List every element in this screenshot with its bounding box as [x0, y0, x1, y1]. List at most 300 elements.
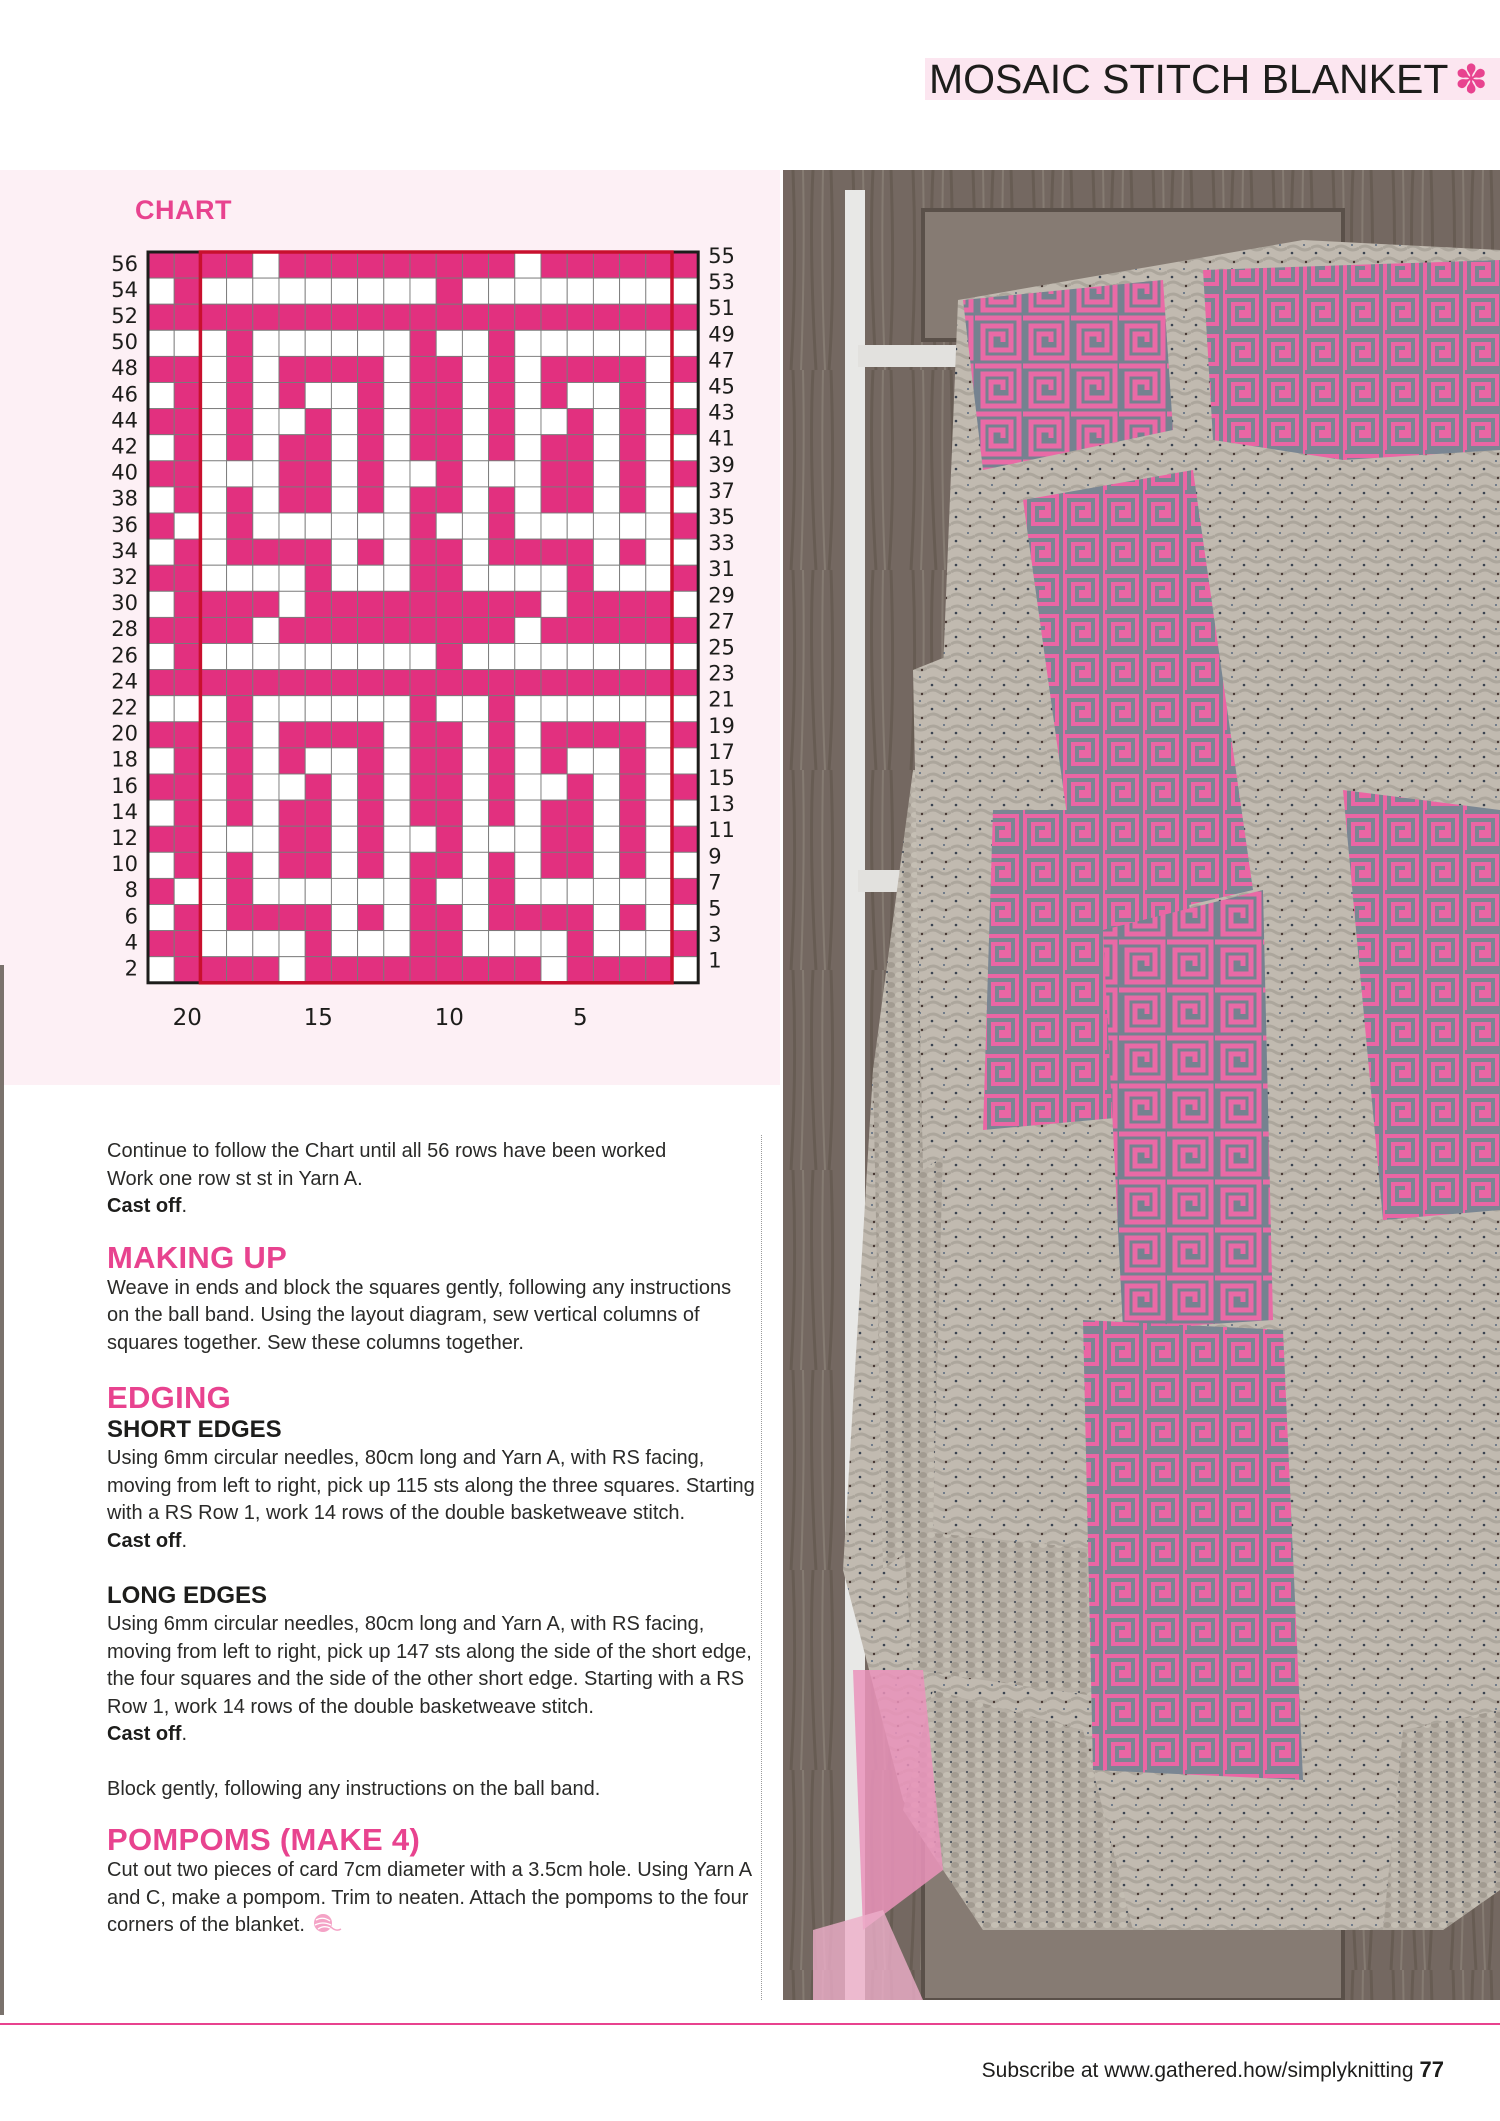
- chart-cell: [489, 800, 515, 826]
- chart-cell: [410, 905, 436, 931]
- chart-cell: [253, 878, 279, 904]
- chart-cell: [489, 330, 515, 356]
- chart-cell: [253, 670, 279, 696]
- chart-row-number-right: 49: [708, 322, 735, 347]
- chart-cell: [646, 774, 672, 800]
- instruction-work-row: Work one row st st in Yarn A.: [107, 1167, 363, 1190]
- chart-cell: [200, 487, 226, 513]
- chart-cell: [410, 931, 436, 957]
- chart-cell: [253, 304, 279, 330]
- chart-cell: [200, 304, 226, 330]
- chart-cell: [515, 800, 541, 826]
- chart-cell: [646, 278, 672, 304]
- chart-cell: [174, 383, 200, 409]
- chart-cell: [253, 252, 279, 278]
- chart-row-number-right: 45: [708, 374, 735, 399]
- chart-cell: [148, 356, 174, 382]
- chart-cell: [148, 409, 174, 435]
- chart-row-number-left: 16: [111, 773, 138, 798]
- chart-cell: [593, 905, 619, 931]
- chart-cell: [462, 539, 488, 565]
- chart-cell: [436, 905, 462, 931]
- chart-cell: [331, 617, 357, 643]
- chart-cell: [227, 383, 253, 409]
- chart-cell: [200, 644, 226, 670]
- chart-cell: [489, 435, 515, 461]
- chart-cell: [462, 644, 488, 670]
- chart-cell: [515, 957, 541, 983]
- chart-cell: [567, 565, 593, 591]
- chart-row-number-right: 3: [708, 922, 722, 947]
- chart-row-number-left: 36: [111, 512, 138, 537]
- chart-cell: [462, 670, 488, 696]
- chart-cell: [331, 905, 357, 931]
- chart-cell: [305, 539, 331, 565]
- page-edge-strip: [0, 965, 4, 2015]
- chart-row-number-left: 34: [111, 538, 138, 563]
- chart-cell: [567, 409, 593, 435]
- chart-row-number-right: 7: [708, 870, 722, 895]
- chart-cell: [410, 252, 436, 278]
- chart-cell: [593, 278, 619, 304]
- chart-row-number-left: 4: [124, 930, 138, 955]
- chart-cell: [331, 461, 357, 487]
- chart-cell: [384, 644, 410, 670]
- chart-row-number-right: 25: [708, 635, 735, 660]
- chart-cell: [148, 722, 174, 748]
- chart-cell: [305, 722, 331, 748]
- chart-cell: [489, 774, 515, 800]
- chart-cell: [436, 409, 462, 435]
- chart-cell: [331, 774, 357, 800]
- chart-cell: [410, 539, 436, 565]
- chart-cell: [384, 252, 410, 278]
- chart-cell: [462, 461, 488, 487]
- column-divider: [761, 1135, 762, 2000]
- chart-cell: [174, 278, 200, 304]
- chart-cell: [384, 670, 410, 696]
- chart-cell: [672, 278, 698, 304]
- chart-cell: [279, 383, 305, 409]
- chart-row-number-right: 13: [708, 792, 735, 817]
- chart-cell: [384, 383, 410, 409]
- chart-cell: [567, 878, 593, 904]
- chart-cell: [672, 461, 698, 487]
- chart-cell: [541, 539, 567, 565]
- chart-cell: [646, 852, 672, 878]
- chart-cell: [279, 931, 305, 957]
- chart-cell: [620, 513, 646, 539]
- chart-cell: [200, 539, 226, 565]
- chart-cell: [672, 591, 698, 617]
- chart-cell: [148, 644, 174, 670]
- chart-cell: [148, 565, 174, 591]
- chart-cell: [384, 539, 410, 565]
- block-gently-para: Block gently, following any instructions on the ball band.: [107, 1777, 601, 1800]
- chart-cell: [646, 461, 672, 487]
- chart-cell: [148, 461, 174, 487]
- chart-cell: [541, 774, 567, 800]
- chart-cell: [541, 696, 567, 722]
- chart-row-number-left: 54: [111, 277, 138, 302]
- chart-cell: [593, 878, 619, 904]
- chart-cell: [384, 591, 410, 617]
- chart-cell: [148, 748, 174, 774]
- chart-cell: [410, 852, 436, 878]
- chart-cell: [489, 461, 515, 487]
- chart-cell: [410, 513, 436, 539]
- chart-cell: [227, 931, 253, 957]
- chart-cell: [567, 356, 593, 382]
- chart-cell: [384, 905, 410, 931]
- chart-cell: [253, 278, 279, 304]
- chart-cell: [331, 800, 357, 826]
- chart-cell: [358, 409, 384, 435]
- chart-cell: [620, 383, 646, 409]
- chart-cell: [672, 957, 698, 983]
- long-edges-cast-off: Cast off.: [107, 1723, 188, 1745]
- chart-cell: [489, 565, 515, 591]
- chart-cell: [148, 330, 174, 356]
- chart-cell: [567, 278, 593, 304]
- chart-cell: [515, 330, 541, 356]
- chart-column-number: 15: [303, 1004, 333, 1031]
- chart-cell: [593, 696, 619, 722]
- chart-cell: [567, 670, 593, 696]
- chart-cell: [620, 409, 646, 435]
- chart-cell: [672, 670, 698, 696]
- chart-cell: [331, 409, 357, 435]
- chart-cell: [462, 565, 488, 591]
- chart-cell: [489, 670, 515, 696]
- chart-cell: [593, 852, 619, 878]
- chart-cell: [305, 748, 331, 774]
- chart-row-number-right: 21: [708, 687, 735, 712]
- chart-cell: [620, 644, 646, 670]
- chart-cell: [174, 722, 200, 748]
- chart-cell: [384, 957, 410, 983]
- chart-cell: [541, 852, 567, 878]
- chart-cell: [672, 539, 698, 565]
- chart-cell: [541, 278, 567, 304]
- chart-cell: [253, 409, 279, 435]
- chart-cell: [148, 383, 174, 409]
- chart-cell: [489, 591, 515, 617]
- chart-cell: [515, 852, 541, 878]
- chart-cell: [384, 565, 410, 591]
- chart-cell: [174, 670, 200, 696]
- chart-cell: [227, 774, 253, 800]
- chart-cell: [410, 565, 436, 591]
- chart-cell: [174, 748, 200, 774]
- chart-cell: [462, 591, 488, 617]
- chart-cell: [436, 852, 462, 878]
- chart-cell: [227, 278, 253, 304]
- chart-cell: [200, 852, 226, 878]
- chart-cell: [148, 800, 174, 826]
- chart-cell: [253, 383, 279, 409]
- chart-cell: [305, 905, 331, 931]
- chart-cell: [541, 957, 567, 983]
- chart-cell: [331, 435, 357, 461]
- chart-cell: [410, 878, 436, 904]
- chart-cell: [620, 356, 646, 382]
- chart-cell: [148, 539, 174, 565]
- chart-cell: [515, 487, 541, 513]
- chart-cell: [541, 748, 567, 774]
- chart-cell: [541, 435, 567, 461]
- page-number: 77: [1419, 2057, 1444, 2082]
- chart-cell: [174, 513, 200, 539]
- chart-cell: [148, 252, 174, 278]
- chart-cell: [174, 356, 200, 382]
- chart-cell: [462, 722, 488, 748]
- chart-cell: [148, 957, 174, 983]
- chart-cell: [567, 330, 593, 356]
- chart-cell: [279, 878, 305, 904]
- chart-cell: [489, 957, 515, 983]
- chart-cell: [279, 826, 305, 852]
- chart-cell: [672, 852, 698, 878]
- chart-row-number-right: 55: [708, 243, 735, 268]
- chart-cell: [436, 826, 462, 852]
- chart-cell: [541, 383, 567, 409]
- chart-cell: [462, 278, 488, 304]
- chart-cell: [384, 617, 410, 643]
- chart-cell: [410, 356, 436, 382]
- chart-cell: [436, 252, 462, 278]
- chart-cell: [253, 487, 279, 513]
- chart-cell: [253, 722, 279, 748]
- chart-cell: [174, 565, 200, 591]
- chart-cell: [253, 957, 279, 983]
- chart-cell: [672, 409, 698, 435]
- chart-cell: [358, 931, 384, 957]
- chart-cell: [384, 852, 410, 878]
- chart-cell: [174, 905, 200, 931]
- chart-cell: [462, 878, 488, 904]
- chart-cell: [200, 722, 226, 748]
- chart-cell: [436, 565, 462, 591]
- chart-cell: [646, 644, 672, 670]
- chart-cell: [646, 513, 672, 539]
- chart-cell: [436, 539, 462, 565]
- chart-row-number-left: 26: [111, 643, 138, 668]
- chart-cell: [174, 852, 200, 878]
- chart-row-number-right: 35: [708, 504, 735, 529]
- chart-cell: [672, 487, 698, 513]
- chart-cell: [646, 252, 672, 278]
- chart-cell: [462, 696, 488, 722]
- chart-cell: [620, 278, 646, 304]
- chart-cell: [620, 800, 646, 826]
- chart-cell: [489, 696, 515, 722]
- chart-cell: [174, 304, 200, 330]
- chart-cell: [672, 722, 698, 748]
- chart-cell: [620, 670, 646, 696]
- chart-cell: [620, 905, 646, 931]
- chart-cell: [620, 565, 646, 591]
- chart-cell: [200, 565, 226, 591]
- chart-cell: [462, 304, 488, 330]
- chart-cell: [620, 435, 646, 461]
- chart-cell: [384, 826, 410, 852]
- chart-cell: [148, 878, 174, 904]
- chart-cell: [148, 591, 174, 617]
- chart-cell: [174, 617, 200, 643]
- chart-cell: [358, 617, 384, 643]
- chart-cell: [305, 330, 331, 356]
- chart-cell: [593, 330, 619, 356]
- chart-cell: [174, 878, 200, 904]
- chart-cell: [384, 800, 410, 826]
- long-edges-body: Using 6mm circular needles, 80cm long and Yarn A, with RS facing, moving from left to right, pick up 147 sts along the side of the short edge, the four squares and the side of the other short edge. Starting with a RS Row 1, work 14 rows of the double basketweave stitch.: [107, 1613, 752, 1718]
- chart-cell: [253, 826, 279, 852]
- chart-cell: [174, 696, 200, 722]
- chart-cell: [410, 461, 436, 487]
- chart-row-number-right: 47: [708, 348, 735, 373]
- chart-cell: [331, 487, 357, 513]
- chart-row-number-right: 29: [708, 583, 735, 608]
- chart-cell: [593, 356, 619, 382]
- chart-cell: [646, 330, 672, 356]
- chart-cell: [489, 539, 515, 565]
- chart-cell: [358, 565, 384, 591]
- edging-heading: EDGING: [107, 1380, 232, 1415]
- chart-cell: [620, 617, 646, 643]
- chart-cell: [672, 565, 698, 591]
- chart-cell: [227, 670, 253, 696]
- instruction-continue: Continue to follow the Chart until all 56 rows have been worked: [107, 1140, 667, 1162]
- chart-cell: [489, 852, 515, 878]
- chart-cell: [253, 800, 279, 826]
- chart-cell: [410, 383, 436, 409]
- chart-cell: [358, 539, 384, 565]
- chart-cell: [515, 278, 541, 304]
- chart-cell: [305, 670, 331, 696]
- chart-cell: [672, 878, 698, 904]
- chart-cell: [279, 852, 305, 878]
- chart-cell: [646, 591, 672, 617]
- chart-cell: [593, 748, 619, 774]
- chart-cell: [200, 278, 226, 304]
- chart-row-number-left: 28: [111, 617, 138, 642]
- chart-cell: [331, 957, 357, 983]
- chart-cell: [331, 565, 357, 591]
- chart-cell: [200, 905, 226, 931]
- chart-cell: [200, 356, 226, 382]
- chart-cell: [515, 304, 541, 330]
- chart-cell: [489, 644, 515, 670]
- chart-cell: [462, 852, 488, 878]
- chart-cell: [567, 539, 593, 565]
- footer-rule: [0, 2023, 1500, 2025]
- chart-cell: [672, 617, 698, 643]
- pompoms-heading: POMPOMS (MAKE 4): [107, 1822, 421, 1857]
- chart-cell: [410, 800, 436, 826]
- chart-cell: [541, 722, 567, 748]
- chart-cell: [489, 304, 515, 330]
- chart-cell: [462, 774, 488, 800]
- chart-cell: [384, 409, 410, 435]
- chart-row-number-right: 33: [708, 531, 735, 556]
- chart-cell: [646, 905, 672, 931]
- chart-cell: [515, 931, 541, 957]
- chart-cell: [593, 539, 619, 565]
- chart-cell: [305, 461, 331, 487]
- chart-cell: [593, 409, 619, 435]
- chart-cell: [253, 748, 279, 774]
- chart-cell: [279, 304, 305, 330]
- chart-cell: [253, 696, 279, 722]
- chart-cell: [148, 826, 174, 852]
- blanket-photo: [783, 170, 1500, 2000]
- chart-cell: [174, 330, 200, 356]
- chart-cell: [462, 409, 488, 435]
- chart-cell: [410, 774, 436, 800]
- chart-cell: [305, 252, 331, 278]
- chart-cell: [541, 565, 567, 591]
- chart-cell: [567, 931, 593, 957]
- chart-cell: [462, 800, 488, 826]
- chart-cell: [174, 461, 200, 487]
- chart-cell: [567, 252, 593, 278]
- chart-cell: [410, 617, 436, 643]
- chart-cell: [410, 644, 436, 670]
- chart-cell: [200, 800, 226, 826]
- chart-cell: [227, 304, 253, 330]
- chart-cell: [227, 435, 253, 461]
- chart-cell: [593, 383, 619, 409]
- chart-cell: [227, 748, 253, 774]
- chart-cell: [331, 330, 357, 356]
- chart-cell: [279, 696, 305, 722]
- chart-cell: [331, 852, 357, 878]
- chart-row-number-left: 48: [111, 356, 138, 381]
- chart-cell: [358, 278, 384, 304]
- chart-cell: [279, 800, 305, 826]
- chart-cell: [174, 957, 200, 983]
- chart-row-number-left: 2: [124, 956, 138, 981]
- chart-cell: [436, 957, 462, 983]
- chart-cell: [489, 905, 515, 931]
- chart-cell: [174, 800, 200, 826]
- chart-cell: [672, 826, 698, 852]
- chart-cell: [358, 591, 384, 617]
- chart-cell: [305, 513, 331, 539]
- chart-row-number-right: 27: [708, 609, 735, 634]
- chart-cell: [253, 591, 279, 617]
- chart-cell: [567, 696, 593, 722]
- chart-cell: [384, 931, 410, 957]
- chart-row-number-left: 8: [124, 878, 138, 903]
- subscribe-link[interactable]: Subscribe at www.gathered.how/simplyknitting: [981, 2059, 1414, 2082]
- chart-cell: [305, 383, 331, 409]
- chart-cell: [646, 487, 672, 513]
- chart-cell: [384, 304, 410, 330]
- chart-cell: [279, 435, 305, 461]
- chart-cell: [646, 696, 672, 722]
- chart-cell: [174, 931, 200, 957]
- chart-row-number-left: 46: [111, 382, 138, 407]
- chart-cell: [567, 513, 593, 539]
- short-edges-cast-off: Cast off.: [107, 1529, 188, 1552]
- chart-cell: [253, 539, 279, 565]
- chart-cell: [174, 487, 200, 513]
- chart-cell: [672, 252, 698, 278]
- chart-cell: [620, 539, 646, 565]
- yarn-ball-icon: [312, 1912, 342, 1934]
